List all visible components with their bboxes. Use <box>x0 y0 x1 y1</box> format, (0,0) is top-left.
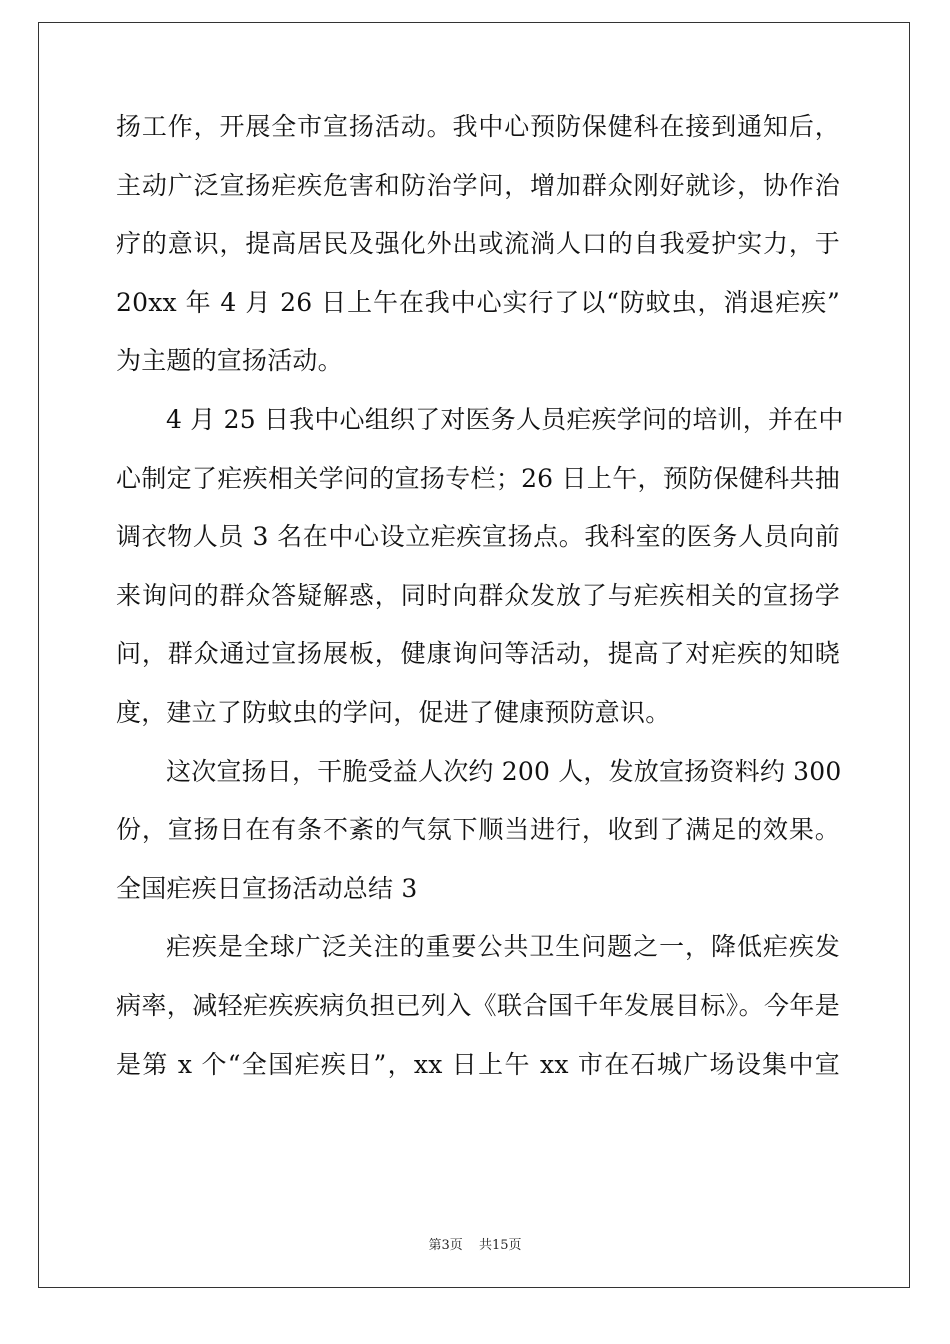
text-line: 来询问的群众答疑解惑，同时向群众发放了与疟疾相关的宣扬学 <box>116 580 840 610</box>
text-line: 调衣物人员 3 名在中心设立疟疾宣扬点。我科室的医务人员向前 <box>116 522 840 552</box>
text-line: 问，群众通过宣扬展板，健康询问等活动，提高了对疟疾的知晓 <box>116 639 840 669</box>
page-total: 共15页 <box>478 1238 522 1253</box>
document-body <box>116 98 844 1094</box>
text-line: 20xx 年 4 月 26 日上午在我中心实行了以“防蚊虫，消退疟疾” <box>116 287 840 317</box>
paragraph-start-line: 4 月 25 日我中心组织了对医务人员疟疾学问的培训，并在中 <box>166 404 844 434</box>
text-line: 份，宣扬日在有条不紊的气氛下顺当进行，收到了满足的效果。 <box>116 815 840 845</box>
text-line: 疗的意识，提高居民及强化外出或流淌人口的自我爱护实力，于 <box>116 229 840 259</box>
paragraph-start-line: 这次宣扬日，干脆受益人次约 200 人，发放宣扬资料约 300 <box>166 756 842 786</box>
text-line: 度，建立了防蚊虫的学问，促进了健康预防意识。 <box>116 697 671 727</box>
page-number: 第3页 <box>428 1238 463 1253</box>
text-line: 扬工作，开展全市宣扬活动。我中心预防保健科在接到通知后， <box>116 112 840 141</box>
text-line: 是第 x 个“全国疟疾日”，xx 日上午 xx 市在石城广场设集中宣 <box>116 1049 840 1079</box>
text-line: 心制定了疟疾相关学问的宣扬专栏；26 日上午，预防保健科共抽 <box>116 463 840 493</box>
text-line: 为主题的宣扬活动。 <box>116 346 343 376</box>
text-line: 主动广泛宣扬疟疾危害和防治学问，增加群众刚好就诊，协作治 <box>116 170 840 200</box>
text-line: 病率，减轻疟疾疾病负担已列入《联合国千年发展目标》。今年是 <box>116 990 840 1020</box>
section-heading: 全国疟疾日宣扬活动总结 3 <box>116 873 418 903</box>
page-footer <box>0 1234 950 1253</box>
paragraph-start-line: 疟疾是全球广泛关注的重要公共卫生问题之一，降低疟疾发 <box>166 932 840 962</box>
